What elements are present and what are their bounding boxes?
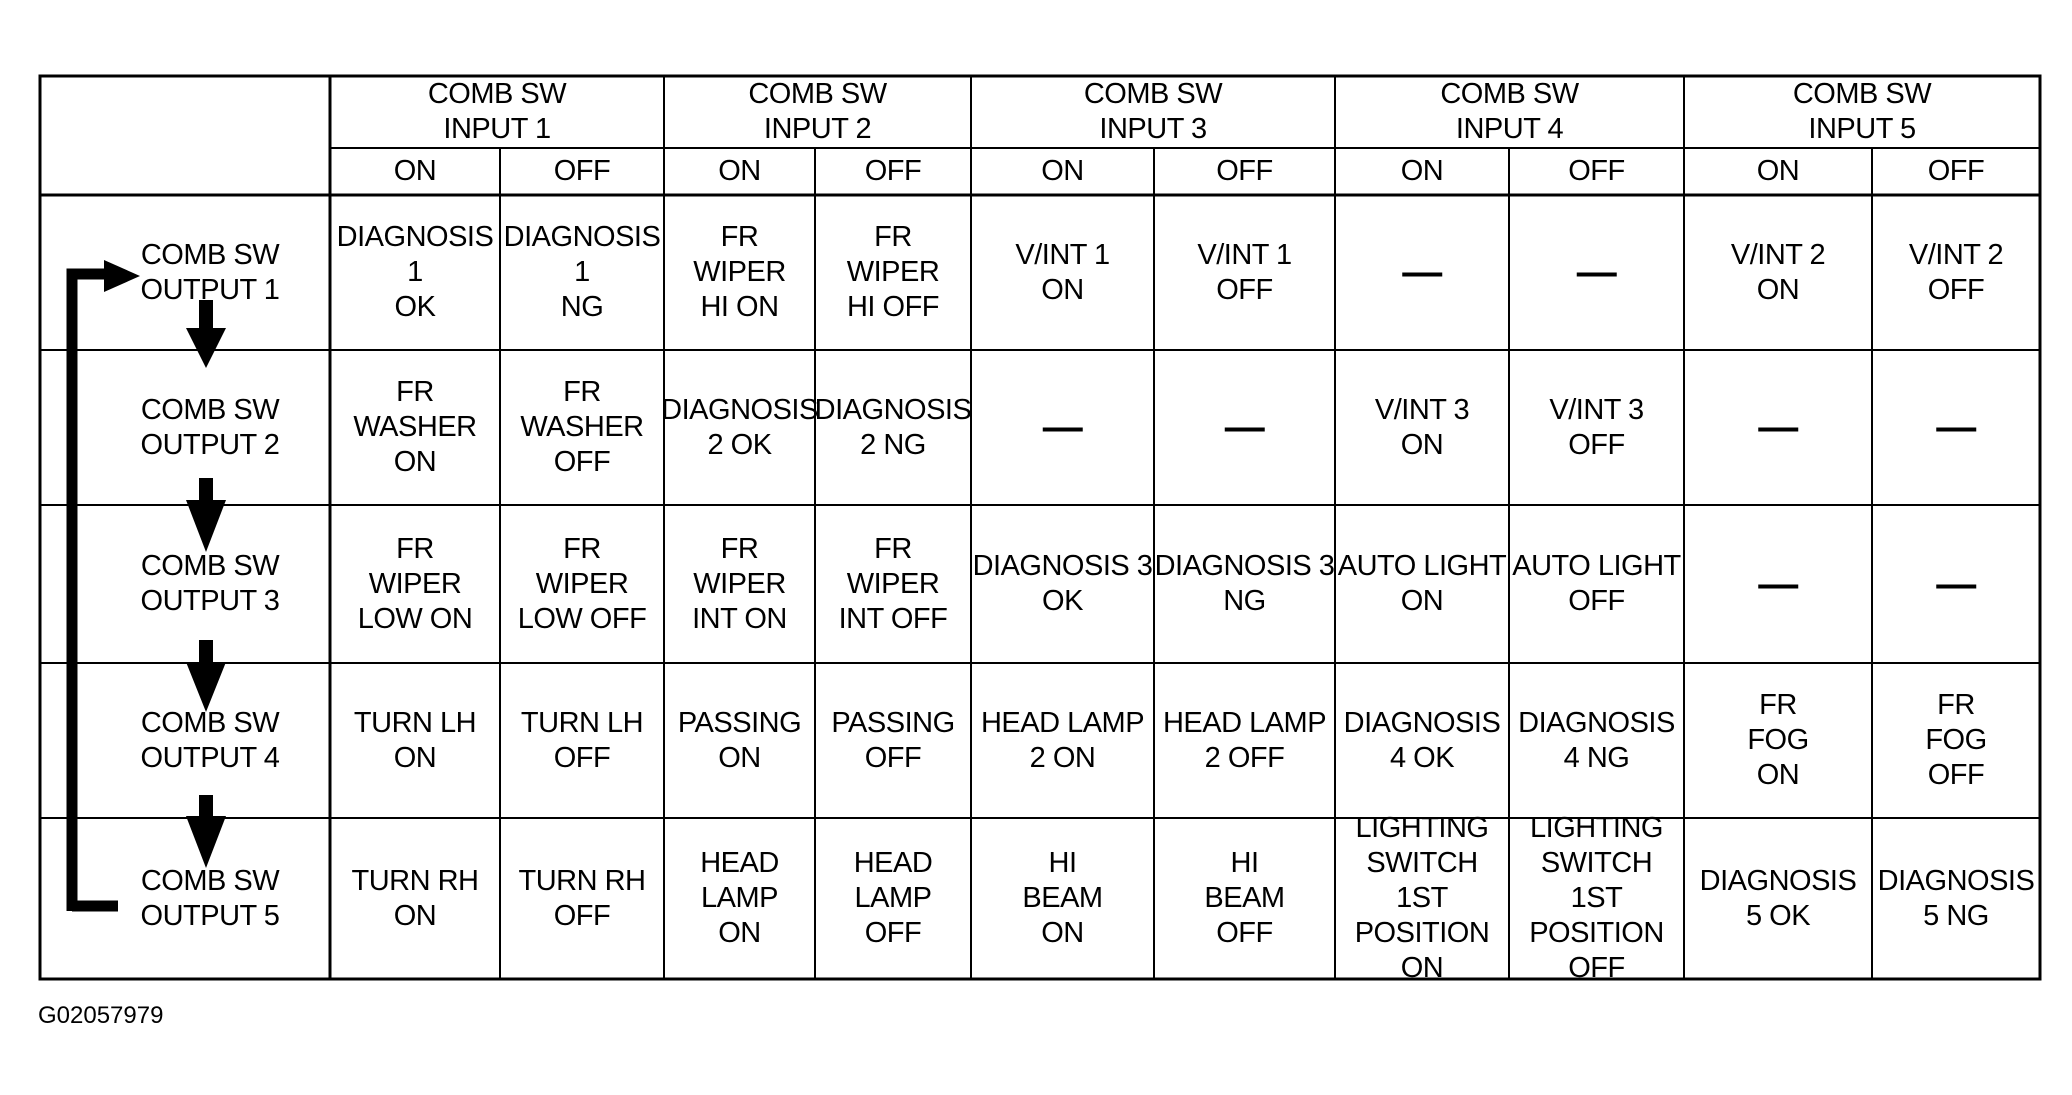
table-cell-r4-c7: DIAGNOSIS 4 OK (1343, 706, 1501, 774)
table-cell-r3-c7: AUTO LIGHT ON (1337, 550, 1507, 617)
table-cell-r4-c4: PASSING OFF (831, 706, 955, 774)
table-cell-r3-c1: FR WIPER LOW ON (357, 532, 473, 635)
table-cell-r5-c10: DIAGNOSIS 5 NG (1877, 864, 2035, 932)
table-cell-r1-c3: FR WIPER HI ON (693, 221, 786, 323)
table-cell-r1-c7: — (1402, 250, 1442, 294)
table-cell-r2-c1: FR WASHER ON (353, 376, 477, 478)
table-cell-r2-c9: — (1758, 405, 1798, 449)
table-cell-r4-c8: DIAGNOSIS 4 NG (1518, 706, 1675, 774)
table-cell-r5-c2: TURN RH OFF (518, 864, 646, 932)
table-cell-r4-c9: FR FOG ON (1747, 689, 1809, 791)
table-cell-r1-c6: V/INT 1 OFF (1197, 238, 1292, 306)
output-row-label-4: COMB SW OUTPUT 4 (140, 706, 280, 774)
table-cell-r3-c5: DIAGNOSIS 3 OK (972, 550, 1153, 617)
table-cell-r1-c2: DIAGNOSIS 1 NG (503, 221, 661, 323)
table-cell-r2-c5: — (1042, 405, 1083, 449)
input-group-header-3: COMB SW INPUT 3 (1083, 78, 1223, 145)
input-group-header-2: COMB SW INPUT 2 (748, 78, 887, 145)
output-row-label-3: COMB SW OUTPUT 3 (140, 550, 280, 617)
table-cell-r5-c4: HEAD LAMP OFF (853, 847, 933, 949)
table-cell-r3-c10: — (1936, 561, 1976, 606)
state-header-7: ON (1400, 155, 1444, 187)
loop-line (72, 274, 108, 911)
table-cell-r4-c1: TURN LH ON (353, 706, 477, 774)
table-cell-r3-c3: FR WIPER INT ON (692, 532, 787, 635)
state-header-3: ON (718, 155, 761, 187)
state-header-8: OFF (1568, 155, 1625, 187)
table-cell-r1-c10: V/INT 2 OFF (1908, 238, 2004, 306)
table-cell-r4-c10: FR FOG OFF (1925, 689, 1987, 791)
table-cell-r1-c5: V/INT 1 ON (1015, 238, 1110, 306)
table-cell-r1-c9: V/INT 2 ON (1730, 238, 1826, 306)
state-header-10: OFF (1927, 155, 1985, 187)
output-row-label-2: COMB SW OUTPUT 2 (140, 393, 280, 461)
table-cell-r5-c1: TURN RH ON (351, 864, 479, 932)
table-cell-r3-c8: AUTO LIGHT OFF (1512, 550, 1681, 617)
table-cell-r2-c6: — (1224, 405, 1265, 449)
table-cell-r2-c2: FR WASHER OFF (520, 376, 644, 478)
table-cell-r5-c5: HI BEAM ON (1022, 847, 1103, 949)
table-cell-r5-c6: HI BEAM OFF (1204, 847, 1285, 949)
input-group-header-1: COMB SW INPUT 1 (427, 78, 567, 145)
figure-code: G02057979 (38, 1002, 164, 1029)
table-cell-r3-c9: — (1758, 561, 1798, 606)
table-cell-r5-c9: DIAGNOSIS 5 OK (1699, 864, 1857, 932)
state-header-4: OFF (864, 155, 922, 187)
state-header-6: OFF (1216, 155, 1273, 187)
table-cell-r5-c7: LIGHTING SWITCH 1ST POSITION ON (1354, 812, 1490, 984)
state-header-9: ON (1756, 155, 1800, 187)
table-cell-r4-c5: HEAD LAMP 2 ON (980, 706, 1145, 774)
table-cell-r5-c8: LIGHTING SWITCH 1ST POSITION OFF (1529, 812, 1664, 984)
table-cell-r2-c8: V/INT 3 OFF (1549, 393, 1644, 461)
table-cell-r1-c1: DIAGNOSIS 1 OK (336, 221, 494, 323)
table-cell-r5-c3: HEAD LAMP ON (700, 847, 779, 949)
state-header-5: ON (1041, 155, 1084, 187)
table-cell-r3-c6: DIAGNOSIS 3 NG (1154, 550, 1335, 617)
state-header-2: OFF (553, 155, 611, 187)
table-cell-r4-c6: HEAD LAMP 2 OFF (1162, 706, 1327, 774)
table-cell-r2-c10: — (1936, 405, 1976, 449)
table-cell-r2-c4: DIAGNOSIS 2 NG (814, 393, 972, 461)
output-row-label-1: COMB SW OUTPUT 1 (140, 238, 280, 306)
state-header-1: ON (393, 155, 437, 187)
input-group-header-5: COMB SW INPUT 5 (1792, 78, 1932, 145)
table-cell-r2-c7: V/INT 3 ON (1374, 393, 1470, 461)
input-group-header-4: COMB SW INPUT 4 (1440, 78, 1579, 145)
table-cell-r4-c2: TURN LH OFF (520, 706, 644, 774)
output-row-label-5: COMB SW OUTPUT 5 (140, 864, 280, 932)
table-cell-r1-c4: FR WIPER HI OFF (846, 221, 940, 323)
table-cell-r4-c3: PASSING ON (677, 706, 802, 774)
table-cell-r1-c8: — (1576, 250, 1617, 294)
table-cell-r3-c2: FR WIPER LOW OFF (517, 532, 647, 635)
table-cell-r3-c4: FR WIPER INT OFF (838, 532, 948, 635)
table-cell-r2-c3: DIAGNOSIS 2 OK (661, 393, 818, 461)
